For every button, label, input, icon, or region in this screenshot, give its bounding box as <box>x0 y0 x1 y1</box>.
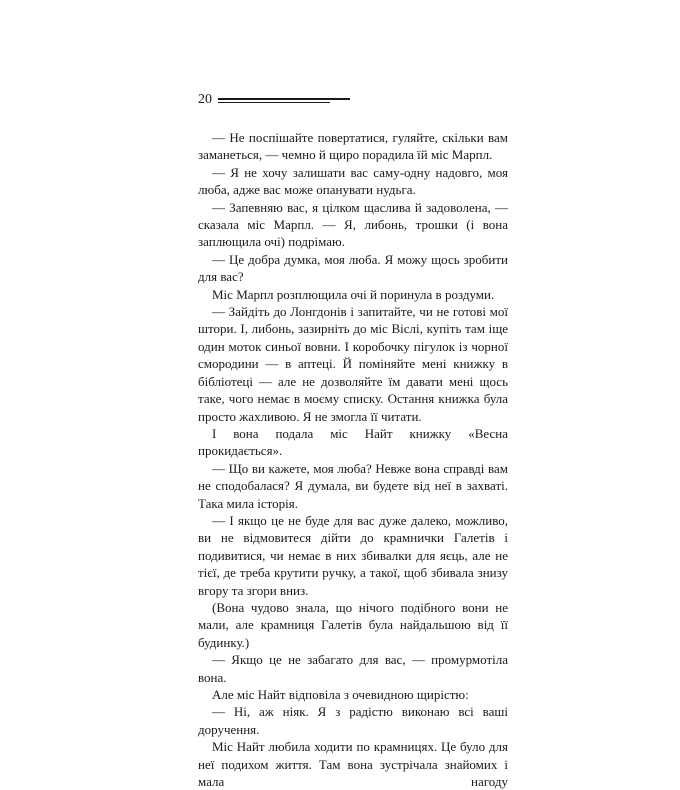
header-rule-thin <box>218 102 330 103</box>
page-number: 20 <box>198 92 212 107</box>
paragraph: Міс Найт любила ходити по крамницях. Це було для неї подихом життя. Там вона зустрічала знайомих і мала нагоду <box>198 739 508 790</box>
paragraph: — Це добра думка, моя люба. Я можу щось зробити для вас? <box>198 251 508 285</box>
paragraph: — Що ви кажете, моя люба? Невже вона справді вам не сподобалася? Я думала, ви будете від неї в захваті. Така мила історія. <box>198 460 508 511</box>
paragraph: — Не поспішайте повертатися, гуляйте, скільки вам заманеться, — чемно й щиро порадила їй міс Марпл. <box>198 130 508 163</box>
body-text <box>198 129 508 790</box>
paragraph: Міс Марпл розплющила очі й поринула в роздуми. <box>212 286 495 302</box>
paragraph: — Зайдіть до Лонгдонів і запитайте, чи не готові мої штори. І, либонь, зазирніть до міс Віслі, купіть там іще один моток синьої вовни. І коробочку пігулок із чорної смородини — в аптеці. Й поміняйте мені книжку в бібліотеці — але не дозволяйте їм давати мені щось таке, чого немає в моєму списку. Остання книжка була просто жахливою. Я не змогла її читати. <box>198 304 508 424</box>
paragraph: — І якщо це не буде для вас дуже далеко, можливо, ви не відмовитеся дійти до крамнички Галетів і подивитися, чи немає в них збивалки для яєць, але не тієї, де треба крутити ручку, а такої, щоб збивала знизу вгору та згори вниз. <box>198 512 508 598</box>
paragraph: — Якщо це не забагато для вас, — промурмотіла вона. <box>198 652 508 685</box>
paragraph: І вона подала міс Найт книжку «Весна прокидається». <box>198 425 508 459</box>
paragraph: (Вона чудово знала, що нічого подібного вони не мали, але крамниця Галетів була найдальшою від її будинку.) <box>198 599 508 650</box>
paragraph: Але міс Найт відповіла з очевидною щирістю: <box>212 687 469 702</box>
paragraph: — Запевняю вас, я цілком щаслива й задоволена, — сказала міс Марпл. — Я, либонь, трошки (і вона заплющила очі) подрімаю. <box>198 199 508 250</box>
paragraph: — Я не хочу залишати вас саму-одну надовго, моя люба, адже вас може опанувати нудьга. <box>198 164 508 198</box>
header-rule <box>218 98 350 100</box>
paragraph: — Ні, аж ніяк. Я з радістю виконаю всі ваші доручення. <box>198 704 508 737</box>
